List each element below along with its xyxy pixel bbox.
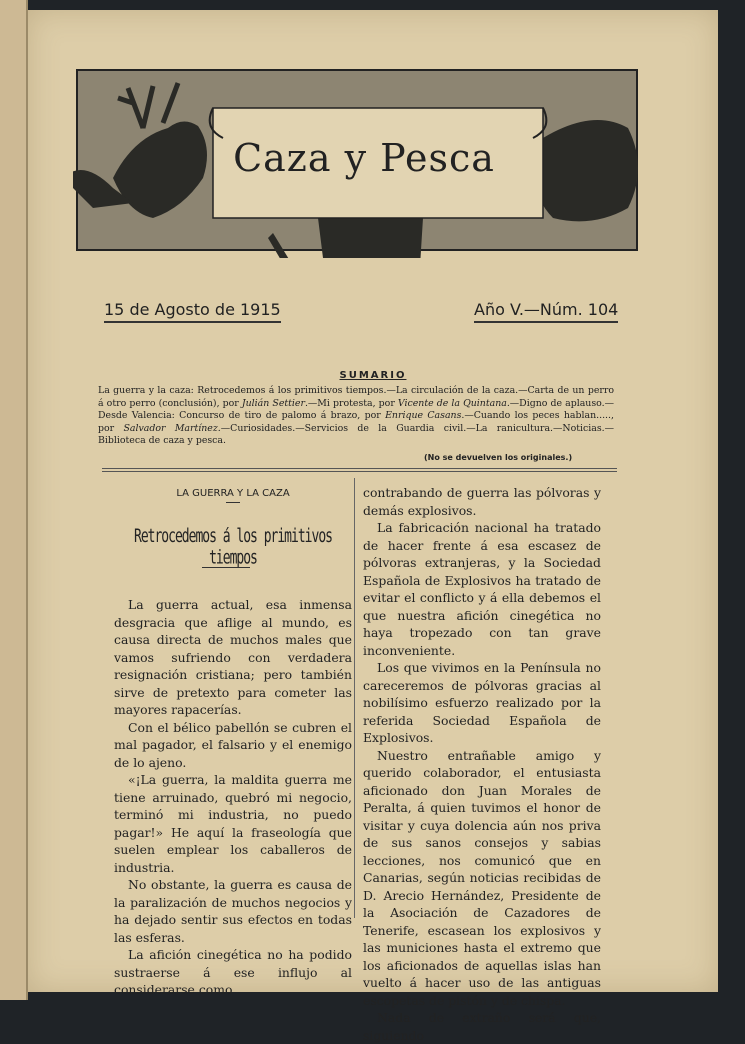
article-column-1 (114, 596, 352, 999)
magazine-page (28, 10, 718, 1043)
double-divider (102, 468, 617, 472)
facing-page-edge (0, 0, 28, 1000)
paragraph: contrabando de guerra las pólvoras y demás explosivos. (363, 485, 601, 518)
paragraph: Nuestro entrañable amigo y querido colaborador, el entusiasta aficionado don Juan Morales de Peralta, á quien tuvimos el honor de visitar y cuya dolencia aún nos priva de sus sanos consejos y sabias lecciones, nos comunicó que en Canarias, según noticias recibidas de D. Arecio Hernández, Presidente de la Asociación de Cazadores de Tenerife, escasean los explosivos y las municiones hasta el extremo que los aficionados de aquellas islas han vuelto á hacer uso de las antiguas escopetas de pistón y de chispa. (363, 747, 601, 1008)
paragraph: La afición cinegética no ha podido sustraerse á ese influjo al considerarse como (114, 947, 352, 997)
title-underline (202, 567, 250, 568)
paragraph: Los que vivimos en la Península no careceremos de pólvoras gracias al nobilísimo esfuerzo realizado por la referida Sociedad Española de Explosivos. (363, 660, 601, 745)
paragraph: No obstante, la guerra es causa de la paralización de muchos negocios y ha dejado sentir sus efectos en todas las esferas. (114, 877, 352, 945)
column-divider (354, 478, 355, 918)
paragraph: La fabricación nacional ha tratado de hacer frente á esa escasez de pólvoras extranjeras, y la Sociedad Española de Explosivos ha tratado de evitar el conflicto y á ella debemos el que nuestra afición cinegética no haya tropezado con tan grave inconveniente. (363, 520, 601, 658)
paragraph: Con el bélico pabellón se cubren el mal pagador, el falsario y el enemigo de lo ajeno. (114, 719, 352, 770)
issue-number: Año V.—Núm. 104 (474, 300, 618, 323)
originals-note: (No se devuelven los originales.) (424, 453, 573, 462)
section-heading: LA GUERRA Y LA CAZA (176, 488, 290, 499)
section-dash (226, 502, 240, 503)
issue-date: 15 de Agosto de 1915 (104, 300, 281, 323)
paragraph: «¡La guerra, la maldita guerra me tiene arruinado, quebró mi negocio, terminó mi industria, no puedo pagar!» He aquí la fraseología que suelen emplear los caballeros de industria. (114, 772, 352, 875)
summary-heading: SUMARIO (339, 370, 407, 381)
article-title: Retrocedemos á los primitivos tiempos (134, 526, 332, 570)
paragraph: Nada de extraño será que, siguiendo (363, 1010, 601, 1043)
paragraph: La guerra actual, esa inmensa desgracia que aflige al mundo, es causa directa de muchos males que vamos sufriendo con verdadera resignación cristiana; pero también sirve de pretexto para cometer las mayores rapacerías. (114, 597, 352, 717)
game-bag-icon (318, 213, 423, 258)
article-column-2 (363, 484, 601, 1044)
masthead-title: Caza y Pesca (233, 136, 495, 180)
boar-head-icon (535, 120, 638, 221)
summary-text: La guerra y la caza: Retrocedemos á los primitivos tiempos.—La circulación de la caza.—Carta de un perro á otro perro (conclusión), por Julián Settier.—Mi protesta, por Vicente de la Quintana.—Digno de aplauso.—Desde Valencia: Concurso de tiro de palomo á brazo, por Enrique Casans.—Cuando los peces hablan....., por Salvador Martínez.—Curiosidades.—Servicios de la Guardia civil.—La ranicultura.—Noticias.—Biblioteca de caza y pesca. (98, 385, 615, 447)
